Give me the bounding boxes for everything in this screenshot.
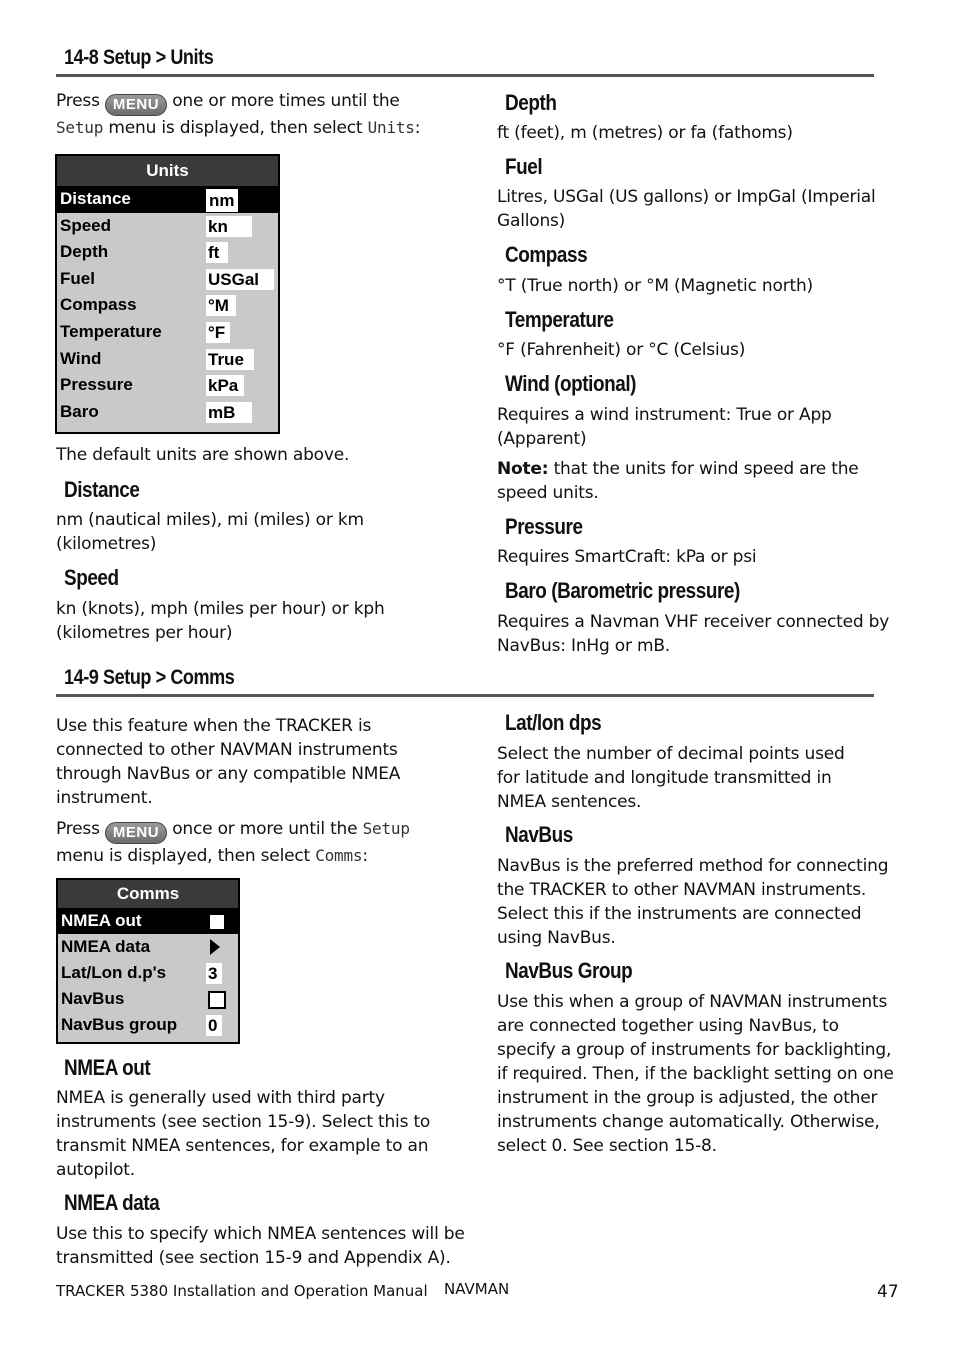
row-value: °F	[206, 322, 230, 343]
pressure-text: Requires SmartCraft: kPa or psi	[497, 547, 757, 567]
nmea-out-heading: NMEA out	[64, 1055, 151, 1080]
units-lcd-panel	[55, 154, 280, 434]
pressure-heading: Pressure	[505, 514, 583, 539]
menu-key-icon: MENU	[105, 94, 167, 116]
row-value: kPa	[206, 375, 244, 396]
comms-panel-title: Comms	[58, 880, 238, 908]
units-row-wind	[57, 346, 278, 373]
compass-heading: Compass	[505, 242, 588, 267]
note-line: speed units.	[497, 483, 599, 503]
nmea-data-line: transmitted (see section 15-9 and Appendix A).	[56, 1248, 451, 1268]
comms-row-nmea-out	[58, 908, 238, 934]
row-value: 3	[206, 963, 222, 984]
setup-menu-name: Setup	[362, 819, 410, 838]
temperature-text: °F (Fahrenheit) or °C (Celsius)	[497, 340, 746, 360]
row-label: Temperature	[60, 321, 162, 341]
fuel-text	[497, 185, 876, 233]
comms-lcd-panel	[56, 878, 240, 1044]
navbus-group-line: select 0. See section 15-8.	[497, 1136, 717, 1156]
comms-row-latlon	[58, 960, 238, 986]
navbus-line: NavBus is the preferred method for connecting	[497, 856, 889, 876]
row-label: Depth	[60, 242, 109, 262]
navbus-group-line: specify a group of instruments for backlighting,	[497, 1040, 892, 1060]
units-row-compass	[57, 292, 278, 319]
navbus-line: using NavBus.	[497, 928, 616, 948]
row-value: °M	[206, 295, 236, 316]
units-row-baro	[57, 399, 278, 426]
row-label: Wind	[60, 348, 102, 368]
nmea-out-line: NMEA is generally used with third party	[56, 1088, 385, 1108]
comms-section-rule	[56, 694, 874, 697]
intro-line: Use this feature when the TRACKER is	[56, 716, 372, 736]
intro-line: through NavBus or any compatible NMEA	[56, 764, 401, 784]
nmea-out-line: transmit NMEA sentences, for example to an	[56, 1136, 429, 1156]
navbus-group-line: Use this when a group of NAVMAN instruments	[497, 992, 888, 1012]
navbus-group-text	[497, 990, 894, 1158]
navbus-text	[497, 854, 888, 950]
press-text: Press	[56, 819, 100, 839]
depth-heading: Depth	[505, 90, 557, 115]
units-row-depth	[57, 239, 278, 266]
comms-row-nmea-data	[58, 934, 238, 960]
nmea-data-line: Use this to specify which NMEA sentences will be	[56, 1224, 465, 1244]
row-value: 0	[206, 1015, 222, 1036]
speed-line: (kilometres per hour)	[56, 623, 233, 643]
footer-brand: NAVMAN	[444, 1280, 510, 1298]
compass-text: °T (True north) or °M (Magnetic north)	[497, 276, 813, 296]
fuel-line: Litres, USGal (US gallons) or ImpGal (Imperial	[497, 187, 876, 207]
nmea-data-text	[56, 1222, 465, 1270]
row-value: ft	[206, 242, 228, 263]
checkbox-icon	[208, 913, 226, 931]
checkbox-icon	[208, 991, 226, 1009]
fuel-line: Gallons)	[497, 211, 566, 231]
comms-row-navbus-group	[58, 1012, 238, 1038]
latlon-line: Select the number of decimal points used	[497, 744, 845, 764]
row-label: NavBus group	[61, 1015, 178, 1034]
row-value: nm	[206, 189, 238, 212]
navbus-group-line: instruments change automatically. Otherwise,	[497, 1112, 880, 1132]
nmea-out-line: autopilot.	[56, 1160, 135, 1180]
speed-line: kn (knots), mph (miles per hour) or kph	[56, 599, 385, 619]
note-line: that the units for wind speed are the	[548, 459, 859, 479]
menu-key-icon: MENU	[105, 822, 167, 844]
intro-line: instrument.	[56, 788, 153, 808]
temperature-heading: Temperature	[505, 307, 614, 332]
intro-mid2-text: menu is displayed, then select	[108, 118, 363, 138]
arrow-right-icon	[210, 939, 220, 955]
row-label: Compass	[60, 295, 137, 315]
row-value: USGal	[206, 269, 274, 290]
units-row-speed	[57, 213, 278, 240]
row-label: Fuel	[60, 268, 95, 288]
comms-press	[56, 817, 476, 868]
press-line2-text: menu is displayed, then select	[56, 846, 310, 866]
units-row-temperature	[57, 319, 278, 346]
wind-note	[497, 457, 859, 505]
navbus-group-heading: NavBus Group	[505, 958, 633, 983]
nmea-data-heading: NMEA data	[64, 1190, 160, 1215]
navbus-heading: NavBus	[505, 822, 573, 847]
comms-intro	[56, 714, 400, 810]
note-label: Note:	[497, 459, 549, 479]
wind-line: Requires a wind instrument: True or App	[497, 405, 832, 425]
units-panel-title: Units	[57, 156, 278, 186]
navbus-group-line: if required. Then, if the backlight setting on one	[497, 1064, 894, 1084]
nmea-out-line: instruments (see section 15-9). Select this to	[56, 1112, 431, 1132]
latlon-text	[497, 742, 845, 814]
units-section-rule	[56, 74, 874, 77]
intro-press-text: Press	[56, 91, 100, 111]
navbus-line: the TRACKER to other NAVMAN instruments.	[497, 880, 867, 900]
comms-row-navbus	[58, 986, 238, 1012]
baro-text	[497, 610, 889, 658]
row-label: Lat/Lon d.p's	[61, 963, 167, 982]
units-intro	[56, 89, 476, 140]
row-value: kn	[206, 216, 252, 237]
latlon-line: for latitude and longitude transmitted in	[497, 768, 832, 788]
intro-end-text: :	[414, 118, 421, 138]
baro-line: NavBus: InHg or mB.	[497, 636, 671, 656]
units-section-title: 14-8 Setup > Units	[64, 46, 214, 69]
speed-heading: Speed	[64, 565, 119, 590]
wind-text	[497, 403, 832, 451]
footer-manual-title: TRACKER 5380 Installation and Operation Manual	[56, 1282, 428, 1300]
row-label: Distance	[60, 189, 131, 208]
depth-text: ft (feet), m (metres) or fa (fathoms)	[497, 123, 793, 143]
units-menu-name: Units	[367, 118, 415, 137]
fuel-heading: Fuel	[505, 154, 543, 179]
row-value: True	[206, 349, 254, 370]
row-label: Pressure	[60, 375, 133, 395]
navbus-group-line: instrument in the group is adjusted, the other	[497, 1088, 878, 1108]
navbus-line: Select this if the instruments are connected	[497, 904, 862, 924]
page-number: 47	[877, 1282, 899, 1302]
comms-section-title: 14-9 Setup > Comms	[64, 666, 235, 689]
distance-text	[56, 508, 364, 556]
row-label: NavBus	[61, 989, 125, 1008]
units-row-pressure	[57, 372, 278, 399]
baro-line: Requires a Navman VHF receiver connected by	[497, 612, 890, 632]
press-end-text: :	[362, 846, 368, 866]
wind-heading: Wind (optional)	[505, 371, 637, 396]
units-row-fuel	[57, 266, 278, 293]
defaults-note: The default units are shown above.	[56, 445, 350, 465]
setup-menu-name: Setup	[56, 118, 104, 137]
row-label: Baro	[60, 401, 99, 421]
nmea-out-text	[56, 1086, 430, 1182]
row-label: Speed	[60, 215, 112, 235]
navbus-group-line: are connected together using NavBus, to	[497, 1016, 839, 1036]
wind-line: (Apparent)	[497, 429, 587, 449]
baro-heading: Baro (Barometric pressure)	[505, 578, 740, 603]
comms-menu-name: Comms	[315, 846, 363, 865]
row-value: mB	[206, 402, 252, 423]
distance-line: (kilometres)	[56, 534, 157, 554]
latlon-heading: Lat/lon dps	[505, 710, 602, 735]
units-row-distance	[57, 186, 278, 213]
latlon-line: NMEA sentences.	[497, 792, 642, 812]
distance-heading: Distance	[64, 477, 140, 502]
intro-mid-text: one or more times until the	[172, 91, 400, 111]
speed-text	[56, 597, 385, 645]
intro-line: connected to other NAVMAN instruments	[56, 740, 398, 760]
distance-line: nm (nautical miles), mi (miles) or km	[56, 510, 364, 530]
row-label: NMEA out	[61, 911, 142, 930]
row-label: NMEA data	[61, 937, 151, 956]
press-mid-text: once or more until the	[172, 819, 358, 839]
